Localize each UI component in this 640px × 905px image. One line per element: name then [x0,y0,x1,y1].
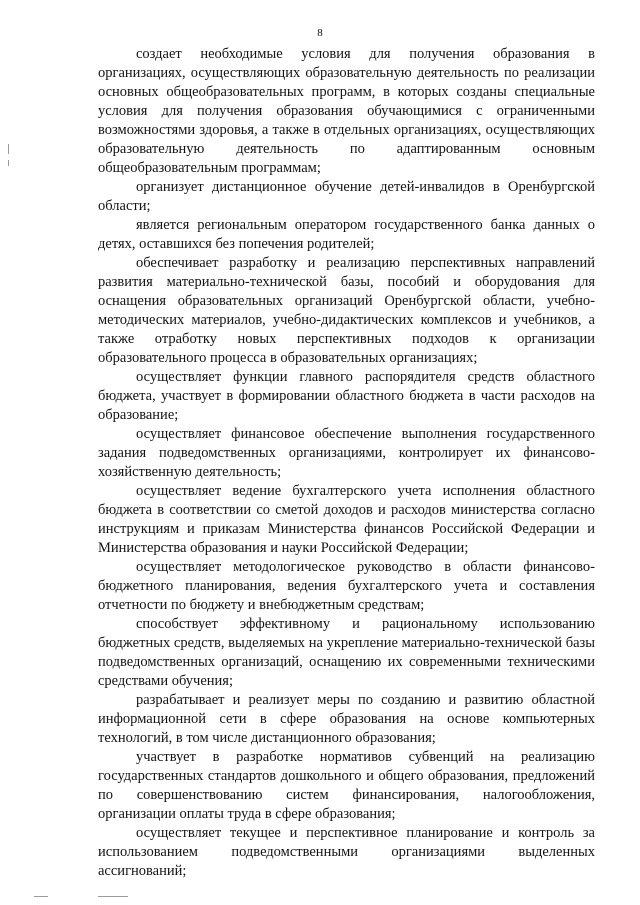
scan-artifact [34,896,48,897]
paragraph: осуществляет текущее и перспективное планирование и контроль за использованием подведомственными организациями выделенных ассигнований; [98,825,595,879]
paragraph: создает необходимые условия для получения образования в организациях, осуществляющих образовательную деятельность по реализации основных общеобразовательных программ, в которых созданы специальные условия для получения образования обучающимися с ограниченными возможностями здоровья, а также в отдельных организациях, осуществляющих образовательную деятельность по адаптированным основным общеобразовательным программам; [98,46,595,176]
paragraph: обеспечивает разработку и реализацию перспективных направлений развития материально-технической базы, пособий и оборудования для оснащения образовательных организаций Оренбургской области, учебно-методических материалов, учебно-дидактических комплексов и учебников, а также отработку новых перспективных подходов к организации образовательного процесса в образовательных организациях; [98,255,595,366]
paragraph: является региональным оператором государственного банка данных о детях, оставшихся без попечения родителей; [98,217,595,252]
paragraph: осуществляет ведение бухгалтерского учета исполнения областного бюджета в соответствии со сметой доходов и расходов министерства согласно инструкциям и приказам Министерства финансов Российской Федерации и Министерства образования и науки Российской Федерации; [98,483,595,556]
paragraph: осуществляет финансовое обеспечение выполнения государственного задания подведомственных организациями, контролирует их финансово-хозяйственную деятельность; [98,426,595,480]
paragraph: осуществляет функции главного распорядителя средств областного бюджета, участвует в формировании областного бюджета в части расходов на образование; [98,369,595,423]
body-text [98,45,595,881]
paragraph: организует дистанционное обучение детей-инвалидов в Оренбургской области; [98,179,595,214]
page-number: 8 [317,27,323,39]
scan-artifact [8,160,9,166]
paragraph: осуществляет методологическое руководство в области финансово-бюджетного планирования, ведения бухгалтерского учета и составления отчетности по бюджету и внебюджетным средствам; [98,559,595,613]
scan-artifact [98,896,128,897]
paragraph: разрабатывает и реализует меры по созданию и развитию областной информационной сети в сфере образования на основе компьютерных технологий, в том числе дистанционного образования; [98,692,595,746]
scan-artifact [8,144,9,154]
paragraph: способствует эффективному и рациональному использованию бюджетных средств, выделяемых на укрепление материально-технической базы подведомственных организаций, оснащению их современными техническими средствами обучения; [98,616,595,689]
paragraph: участвует в разработке нормативов субвенций на реализацию государственных стандартов дошкольного и общего образования, предложений по совершенствованию систем финансирования, налогообложения, организации оплаты труда в сфере образования; [98,749,595,822]
